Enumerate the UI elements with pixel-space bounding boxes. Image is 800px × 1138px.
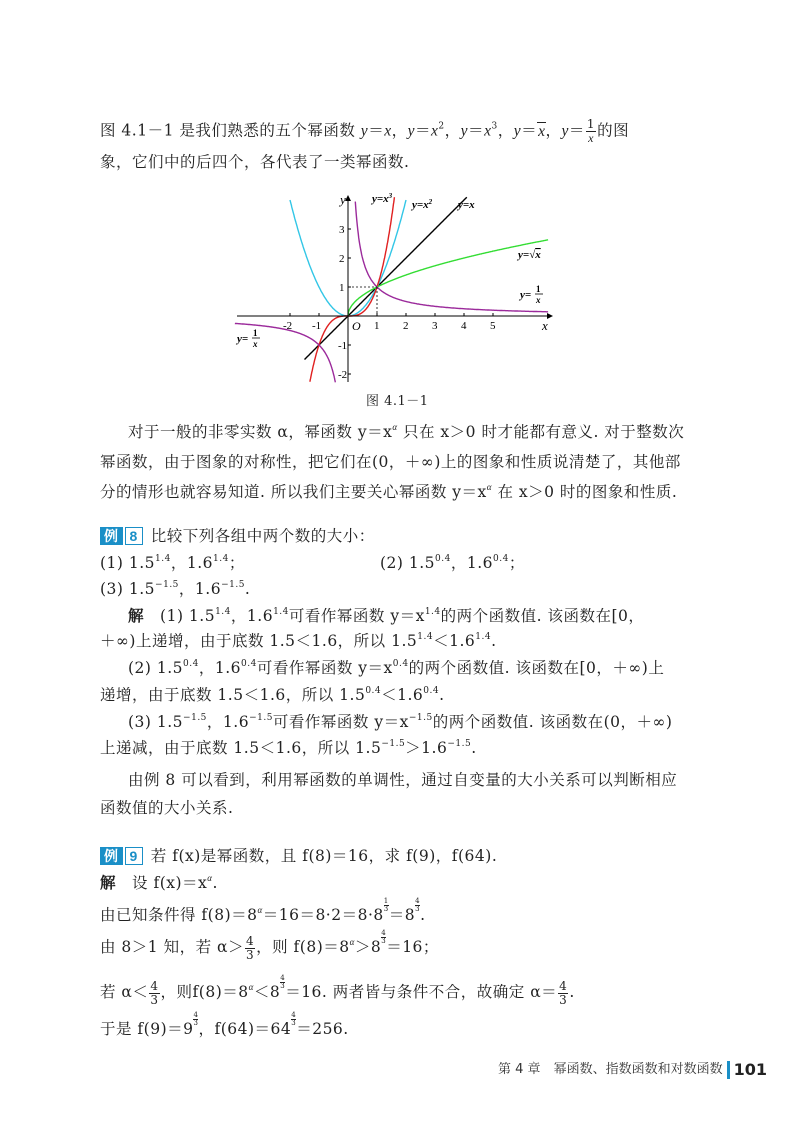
y-tick-label: -2: [338, 369, 348, 381]
example-8-header: 例 8 比较下列各组中两个数的大小：: [100, 525, 375, 547]
x-tick-label: 4: [461, 320, 467, 332]
label-y-sqrt: y=√x: [518, 249, 541, 261]
x-tick-label: 5: [490, 320, 496, 332]
y-tick-label: 1: [339, 282, 345, 294]
ex9-sol-2: 由已知条件得 $f(8)=8^\alpha=16=8\cdot 2=8\cdot 8$ $\frac{1}{3}=8$ $\frac{4}{3}$.: [100, 897, 426, 924]
ex8-problem-3: (3) $1.5^{-1.5}$，$1.6^{-1.5}$.: [100, 580, 251, 598]
example-badge: 例: [100, 527, 123, 545]
label-y-x3: $y=x^3$: [372, 192, 393, 205]
label-y-inv-left: y=: [237, 333, 249, 345]
curve-y-x3: [310, 197, 395, 382]
x-tick-label: 3: [432, 320, 438, 332]
intro-line-2: 象，它们中的后四个，各代表了一类幂函数.: [100, 153, 410, 171]
label-y-x2: $y=x^2$: [412, 198, 433, 211]
figure-caption: 图 4.1－1: [366, 394, 429, 409]
x-tick-label: 1: [374, 320, 380, 332]
power-functions-graph: [232, 190, 562, 385]
intro-tail: 的图: [597, 121, 630, 140]
page-number: 101: [733, 1060, 767, 1079]
ex8-sol-2: (2) $1.5^{0.4}$，$1.6^{0.4}$可看作幂函数 $y=x^{0.4}$的两个函数值. 该函数在[0，＋∞)上: [128, 659, 665, 677]
para2-line-1: 由例 8 可以看到，利用幂函数的单调性，通过自变量的大小关系可以判断相应: [128, 771, 678, 789]
svg-text:x: x: [536, 295, 541, 305]
x-tick-label: -2: [283, 320, 293, 332]
example-9-header: 例 9 若 f(x)是幂函数，且 f(8)＝16，求 f(9)，f(64).: [100, 845, 497, 867]
ex8-sol-1: 解 (1) $1.5^{1.4}$，$1.6^{1.4}$可看作幂函数 $y=x^{1.4}$的两个函数值. 该函数在[0，: [128, 607, 645, 625]
ex8-problem-1: (1) $1.5^{1.4}$，$1.6^{1.4}$；: [100, 554, 245, 572]
intro-text: 图 4.1－1 是我们熟悉的五个幂函数: [100, 121, 361, 140]
x-tick-label: 2: [403, 320, 409, 332]
para1-line-2: 幂函数，由于图象的对称性，把它们在(0，＋∞)上的图象和性质说清楚了，其他部: [100, 453, 681, 471]
chapter-title: 幂函数、指数函数和对数函数: [553, 1062, 723, 1077]
para2-line-2: 函数值的大小关系.: [100, 799, 234, 817]
label-y-x: y=x: [458, 199, 475, 211]
ex9-sol-1: 解 设 $f(x)=x^\alpha$.: [100, 873, 218, 892]
svg-text:x: x: [253, 339, 258, 349]
y-tick-label: -1: [338, 340, 348, 352]
origin-label: O: [352, 319, 361, 333]
chapter-label: 第 4 章: [498, 1062, 541, 1077]
para1-line-3: 分的情形也就容易知道. 所以我们主要关心幂函数 $y=x^\alpha$ 在 x＞0 时的图象和性质.: [100, 482, 678, 501]
label-y-inv-right: y=: [520, 289, 532, 301]
y-axis-label: y: [340, 192, 346, 207]
ex8-sol-1b: ＋∞)上递增，由于底数 1.5＜1.6，所以 $1.5^{1.4}<1.6^{1.4}$.: [100, 632, 497, 650]
ex8-sol-2b: 递增，由于底数 1.5＜1.6，所以 $1.5^{0.4}<1.6^{0.4}$.: [100, 686, 445, 704]
ex8-sol-3: (3) $1.5^{-1.5}$，$1.6^{-1.5}$可看作幂函数 $y=x^{-1.5}$的两个函数值. 该函数在(0，＋∞): [128, 713, 673, 731]
x-axis-label: x: [542, 318, 548, 333]
ex9-sol-4: 若 α＜ $\frac{4}{3}$ ，则$f(8)=8^\alpha<8$ $\frac{4}{3}=16$. 两者皆与条件不合，故确定 α＝ $\frac{4}{3}$ .: [100, 974, 575, 1007]
intro-line-1: 图 4.1－1 是我们熟悉的五个幂函数 y＝x，$y=x^2$，$y=x^3$，y＝x，y＝ $\frac{1}{x}$ 的图: [100, 117, 630, 145]
footer-bar: [727, 1061, 730, 1079]
ex9-sol-5: 于是 f(9)＝9 $\frac{4}{3}$，f(64)＝64 $\frac{4}{3}=256$.: [100, 1011, 349, 1038]
ex9-sol-3: 由 8＞1 知，若 α＞ $\frac{4}{3}$ ，则 $f(8)=8^\alpha>8$ $\frac{4}{3}=16$；: [100, 929, 439, 962]
para1-line-1: 对于一般的非零实数 α，幂函数 $y=x^\alpha$ 只在 x＞0 时才能都有意义. 对于整数次: [128, 422, 685, 441]
ex8-problem-2: (2) $1.5^{0.4}$，$1.6^{0.4}$；: [380, 554, 525, 572]
x-tick-label: -1: [312, 320, 322, 332]
ex8-sol-3b: 上递减，由于底数 1.5＜1.6，所以 $1.5^{-1.5}>1.6^{-1.5}$.: [100, 739, 477, 757]
curve-y-x: [305, 197, 467, 359]
curve-y-inv-left: [235, 323, 335, 382]
y-tick-label: 3: [339, 224, 345, 236]
svg-text:1: 1: [253, 328, 258, 338]
page-footer: [498, 1058, 767, 1079]
svg-text:1: 1: [536, 284, 541, 294]
y-tick-label: 2: [339, 253, 345, 265]
